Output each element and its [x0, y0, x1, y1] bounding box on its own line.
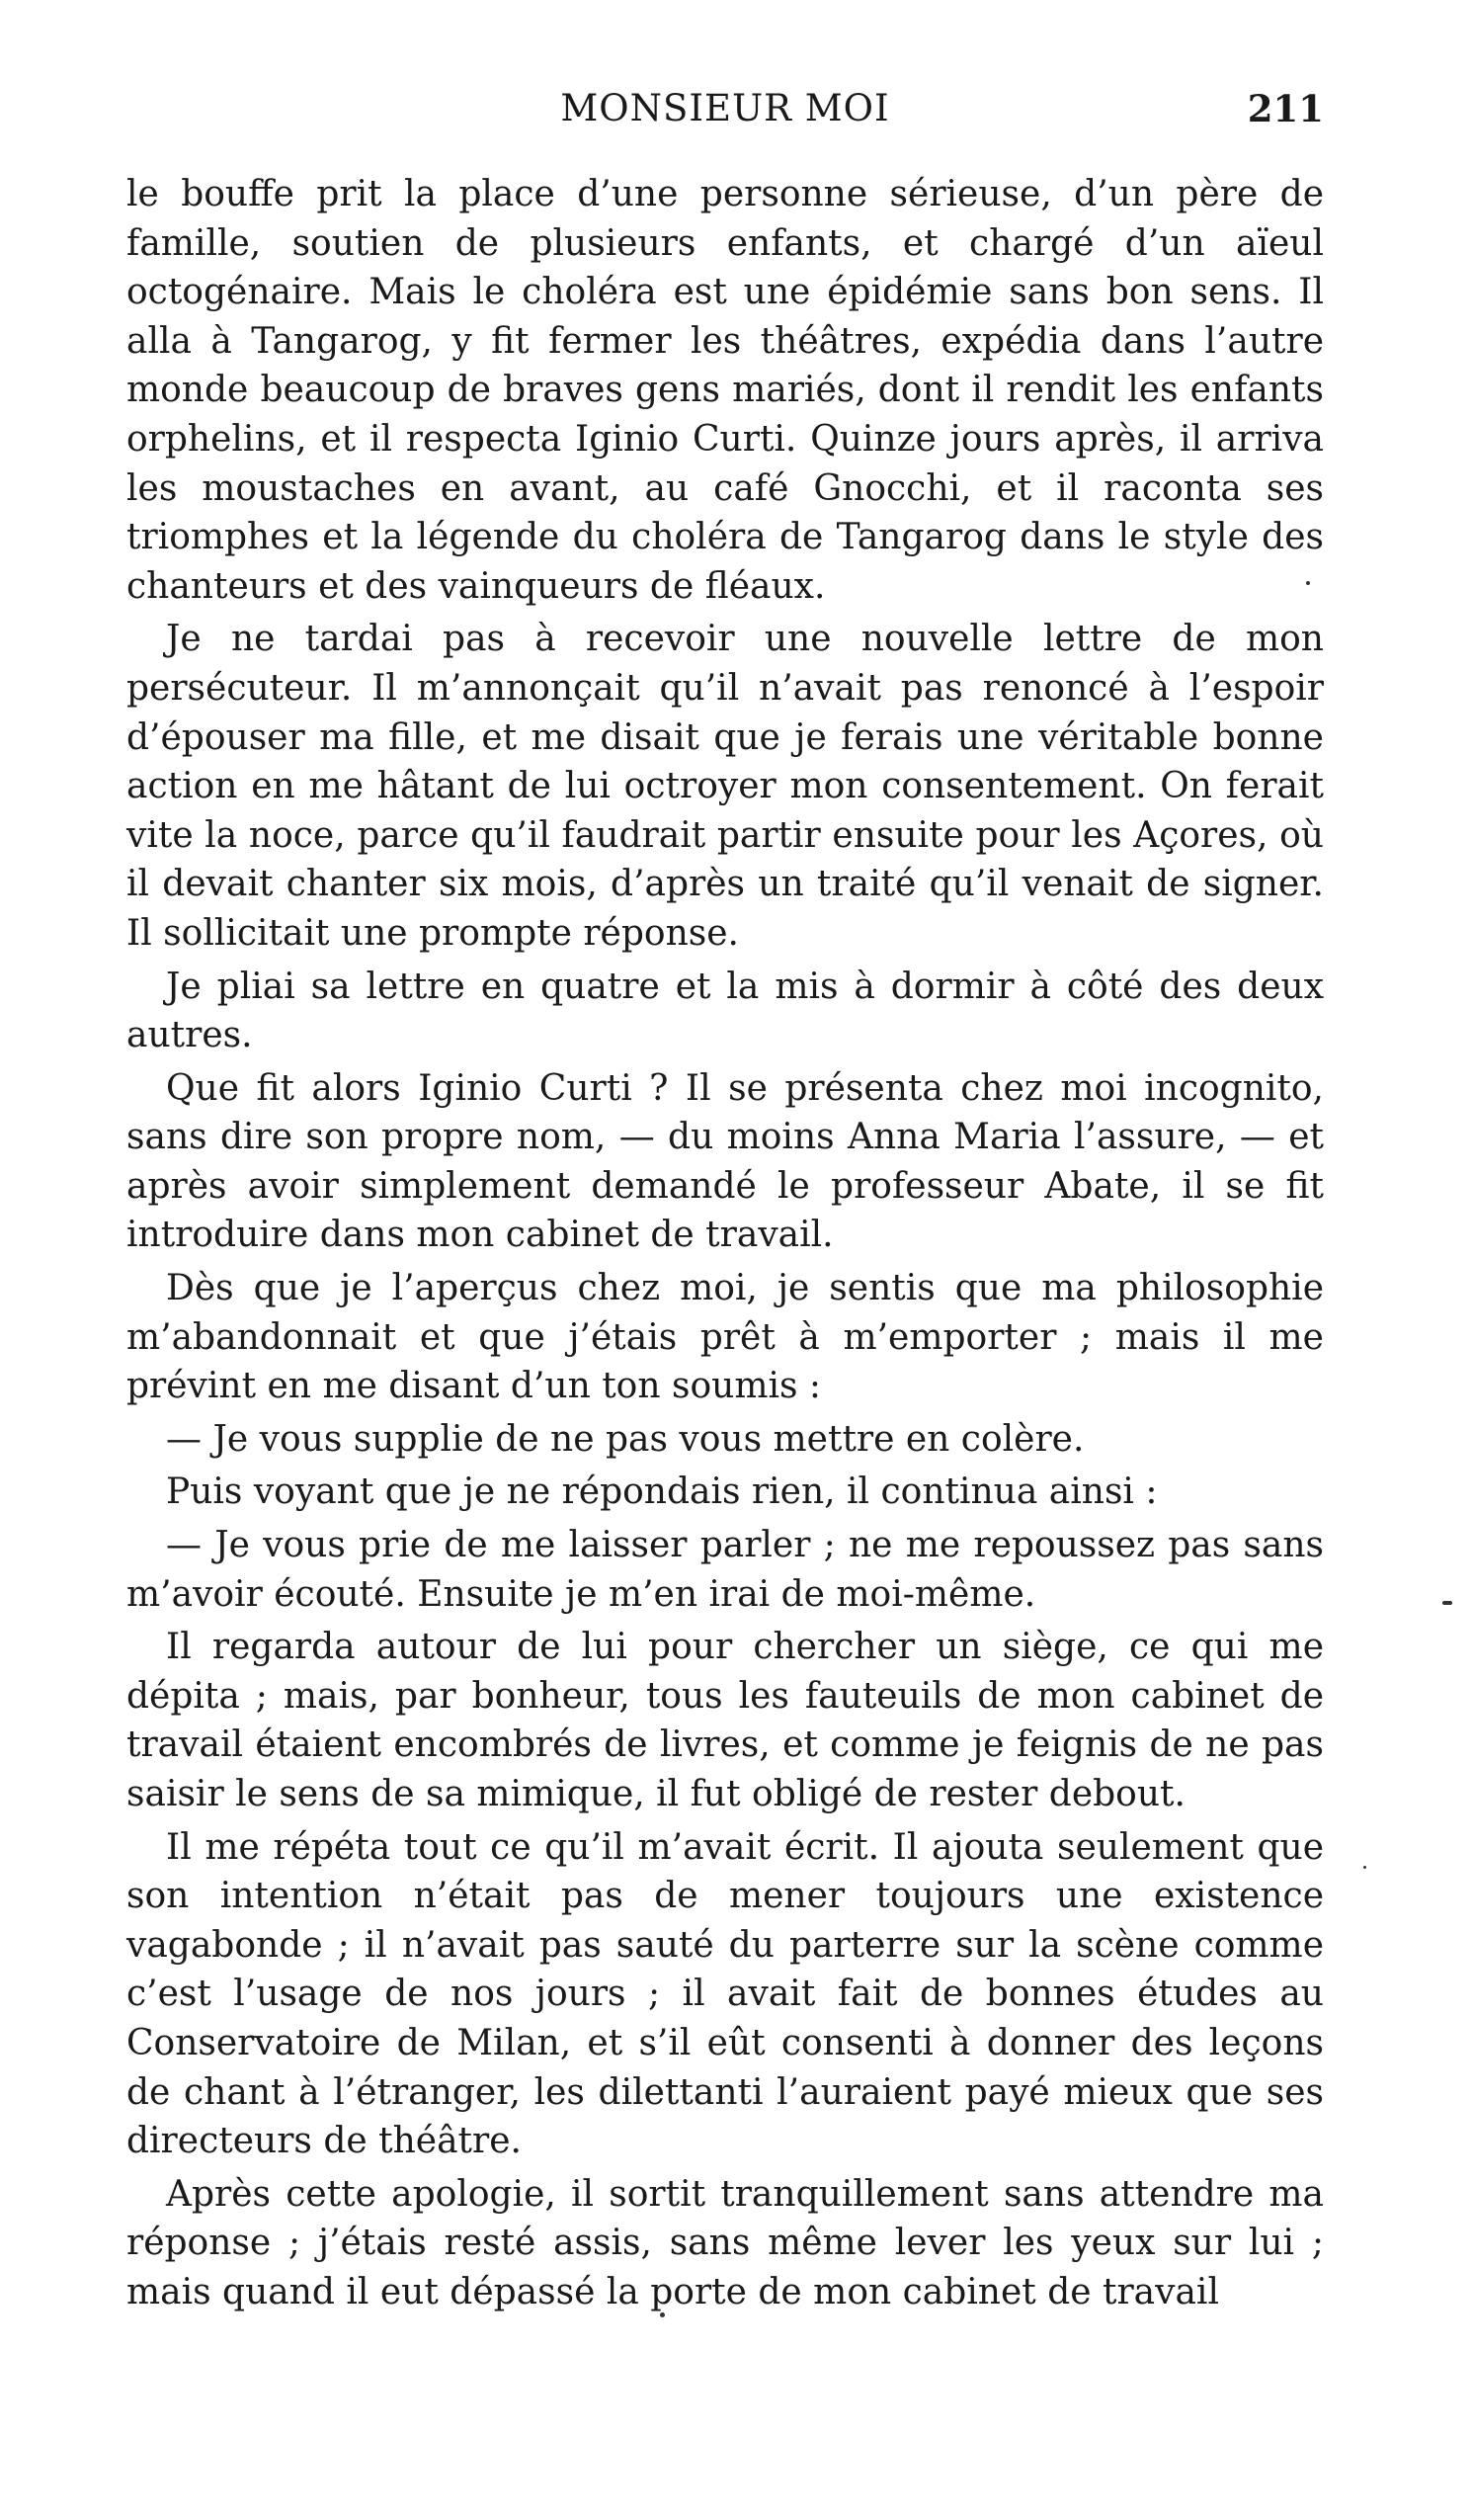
paragraph-1: le bouffe prit la place d’une personne sérieuse, d’un père de famille, soutien de plusieurs enfants, et chargé d’un aïeul octogénaire. Mais le choléra est une épidémie sans bon sens. Il alla à Tangarog, y fit fermer les théâtres, expédia dans l’autre monde beaucoup de braves gens mariés, dont il rendit les enfants orphelins, et il respecta Iginio Curti. Quinze jours après, il arriva les moustaches en avant, au café Gnocchi, et il raconta ses triomphes et la légende du choléra de Tangarog dans le style des chanteurs et des vainqueurs de fléaux.: [126, 174, 1324, 607]
print-speck: [1363, 1866, 1366, 1869]
print-speck: [1306, 581, 1310, 585]
print-speck: [660, 2312, 665, 2317]
dialogue-line-1: — Je vous supplie de ne pas vous mettre en colère.: [166, 1418, 1085, 1460]
running-title: MONSIEUR MOI: [560, 87, 890, 129]
dialogue-line-2: — Je vous prie de me laisser parler ; ne me repoussez pas sans m’avoir écouté. Ensuite je m’en irai de moi-même.: [126, 1525, 1324, 1615]
paragraph-8: Il me répéta tout ce qu’il m’avait écrit. Il ajouta seulement que son intention n’était pas de mener toujours une existence vagabonde ; il n’avait pas sauté du parterre sur la scène comme c’est l’usage de nos jours ; il avait fait de bonnes études au Conservatoire de Milan, et s’il eût consenti à donner des leçons de chant à l’étranger, les dilettanti l’auraient payé mieux que ses directeurs de théâtre.: [126, 1826, 1324, 2162]
paragraph-9: Après cette apologie, il sortit tranquillement sans attendre ma réponse ; j’étais resté assis, sans même lever les yeux sur lui ; mais quand il eut dépassé la porte de mon cabinet de travail: [126, 2173, 1324, 2312]
paragraph-5: Dès que je l’aperçus chez moi, je sentis que ma philosophie m’abandonnait et que j’étais prêt à m’emporter ; mais il me prévint en me disant d’un ton soumis :: [126, 1268, 1324, 1407]
running-head: [126, 87, 1324, 136]
paragraph-4: Que fit alors Iginio Curti ? Il se présenta chez moi incognito, sans dire son propre nom, — du moins Anna Maria l’assure, — et après avoir simplement demandé le professeur Abate, il se fit introduire dans mon cabinet de travail.: [126, 1067, 1324, 1256]
page-number: 211: [1247, 87, 1324, 130]
body-text: [126, 170, 1324, 2321]
paragraph-2: Je ne tardai pas à recevoir une nouvelle lettre de mon persécuteur. Il m’annonçait qu’il n’avait pas renoncé à l’espoir d’épouser ma fille, et me disait que je ferais une véritable bonne action en me hâtant de lui octroyer mon consentement. On ferait vite la noce, parce qu’il faudrait partir ensuite pour les Açores, où il devait chanter six mois, d’après un traité qu’il venait de signer. Il sollicitait une prompte réponse.: [126, 619, 1324, 954]
paragraph-3: Je pliai sa lettre en quatre et la mis à dormir à côté des deux autres.: [126, 966, 1324, 1056]
paragraph-6: Puis voyant que je ne répondais rien, il continua ainsi :: [166, 1471, 1158, 1513]
paragraph-7: Il regarda autour de lui pour chercher un siège, ce qui me dépita ; mais, par bonheur, tous les fauteuils de mon cabinet de travail étaient encombrés de livres, et comme je feignis de ne pas saisir le sens de sa mimique, il fut obligé de rester debout.: [126, 1627, 1324, 1814]
print-speck: [1442, 1601, 1452, 1605]
